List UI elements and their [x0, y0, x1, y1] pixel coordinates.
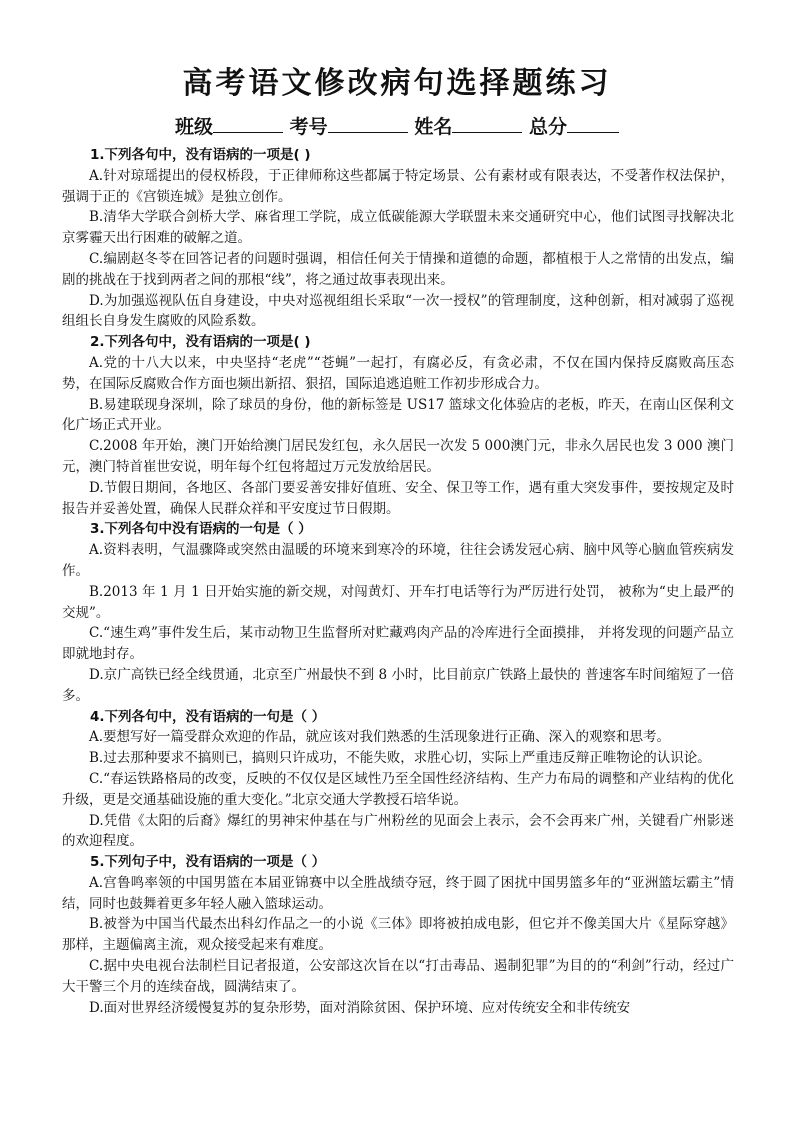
option-c: C.“速生鸡”事件发生后，某市动物卫生监督所对贮藏鸡肉产品的冷库进行全面摸排， 并将发现的问题产品立即就地封存。 — [62, 625, 734, 663]
page-title: 高考语文修改病句选择题练习 — [182, 66, 612, 101]
question-3 — [62, 519, 734, 706]
option-a: A.资料表明，气温骤降或突然由温暖的环境来到寒冷的环境，往往会诱发冠心病、脑中风等心脑血管疾病发作。 — [62, 542, 734, 579]
option-a: A.针对琼瑶提出的侵权桥段，于正律师称这些都属于特定场景、公有素材或有限表达，不受著作权法保护，强调于正的《宫锁连城》是独立创作。 — [62, 167, 734, 205]
question-1 — [62, 145, 734, 332]
option-d: D.面对世界经济缓慢复苏的复杂形势，面对消除贫困、保护环境、应对传统安全和非传统安 — [89, 999, 631, 1016]
option-b: B.2013 年 1 月 1 日开始实施的新交规，对闯黄灯、开车打电话等行为严厉进行处罚， 被称为“史上最严的交规”。 — [62, 583, 734, 621]
option-d: D.为加强巡视队伍自身建设，中央对巡视组组长采取“一次一授权”的管理制度，这种创新，相对减弱了巡视组组长自身发生腐败的风险系数。 — [62, 292, 734, 330]
question-4 — [62, 707, 734, 853]
option-c: C.编剧赵冬苓在回答记者的问题时强调，相信任何关于情操和道德的命题，都植根于人之常情的出发点，编剧的挑战在于找到两者之间的那根“线”，将之通过故事表现出来。 — [62, 250, 734, 288]
option-c: C.2008 年开始，澳门开始给澳门居民发红包，永久居民一次发 5 000澳门元，非永久居民也发 3 000 澳门元，澳门特首崔世安说，明年每个红包将超过万元发放给居民。 — [62, 438, 734, 475]
option-d: D.凭借《太阳的后裔》爆红的男神宋仲基在与广州粉丝的见面会上表示，会不会再来广州，关键看广州影迷的欢迎程度。 — [62, 812, 734, 850]
class-blank[interactable] — [213, 114, 283, 133]
option-a: A.党的十八大以来，中央坚持“老虎”“苍蝇”一起打，有腐必反，有贪必肃，不仅在国内保持反腐败高压态势，在国际反腐败合作方面也频出新招、狠招，国际追逃追赃工作初步形成合力。 — [62, 354, 734, 392]
question-stem: 2.下列各句中，没有语病的一项是( ) — [90, 334, 311, 351]
score-label: 总分 — [528, 116, 567, 138]
name-blank[interactable] — [452, 114, 522, 133]
exam-no-blank[interactable] — [328, 114, 408, 133]
exam-no-label: 考号 — [289, 116, 328, 138]
question-stem: 3.下列各句中没有语病的一句是（ ） — [90, 521, 312, 538]
question-list — [62, 145, 734, 1018]
option-d: D.节假日期间，各地区、各部门要妥善安排好值班、安全、保卫等工作，遇有重大突发事件，要按规定及时报告并妥善处置，确保人民群众祥和平安度过节日假期。 — [62, 479, 734, 517]
question-2 — [62, 332, 734, 519]
option-a: A.要想写好一篇受群众欢迎的作品，就应该对我们熟悉的生活现象进行正确、深入的观察和思考。 — [89, 729, 671, 746]
option-c: C.据中央电视台法制栏目记者报道，公安部这次旨在以“打击毒品、遏制犯罪”为目的的“利剑”行动，经过广大干警三个月的连续奋战，圆满结束了。 — [62, 958, 734, 995]
name-label: 姓名 — [414, 116, 453, 138]
option-b: B.清华大学联合剑桥大学、麻省理工学院，成立低碳能源大学联盟未来交通研究中心，他们试图寻找解决北京雾霾天出行困难的破解之道。 — [62, 209, 734, 247]
option-b: B.过去那种要求不搞则已，搞则只许成功，不能失败，求胜心切，实际上严重违反辩正唯物论的认识论。 — [89, 750, 711, 767]
option-b: B.易建联现身深圳，除了球员的身份，他的新标签是 US17 篮球文化体验店的老板，昨天，在南山区保利文化广场正式开业。 — [62, 396, 734, 434]
option-d: D.京广高铁已经全线贯通，北京至广州最快不到 8 小时，比目前京广铁路上最快的 普速客车时间缩短了一倍多。 — [62, 666, 734, 704]
option-a: A.宫鲁鸣率领的中国男篮在本届亚锦赛中以全胜战绩夺冠，终于圆了困扰中国男篮多年的“亚洲篮坛霸主”情结，同时也鼓舞着更多年轻人融入篮球运动。 — [62, 874, 734, 912]
class-label: 班级 — [175, 116, 214, 138]
question-5 — [62, 852, 734, 1018]
question-stem: 1.下列各句中，没有语病的一项是( ) — [90, 147, 311, 163]
option-c: C.“春运铁路格局的改变，反映的不仅仅是区域性乃至全国性经济结构、生产力布局的调整和产业结构的优化升级，更是交通基础设施的重大变化。”北京交通大学教授石培华说。 — [62, 770, 734, 808]
option-b: B.被誉为中国当代最杰出科幻作品之一的小说《三体》即将被拍成电影，但它并不像美国大片《星际穿越》那样，主题偏离主流，观众接受起来有难度。 — [62, 916, 734, 954]
student-info-line — [0, 112, 794, 139]
score-blank[interactable] — [567, 114, 619, 133]
question-stem: 4.下列各句中，没有语病的一句是（ ） — [90, 708, 326, 725]
question-stem: 5.下列句子中，没有语病的一项是（ ） — [90, 854, 326, 871]
